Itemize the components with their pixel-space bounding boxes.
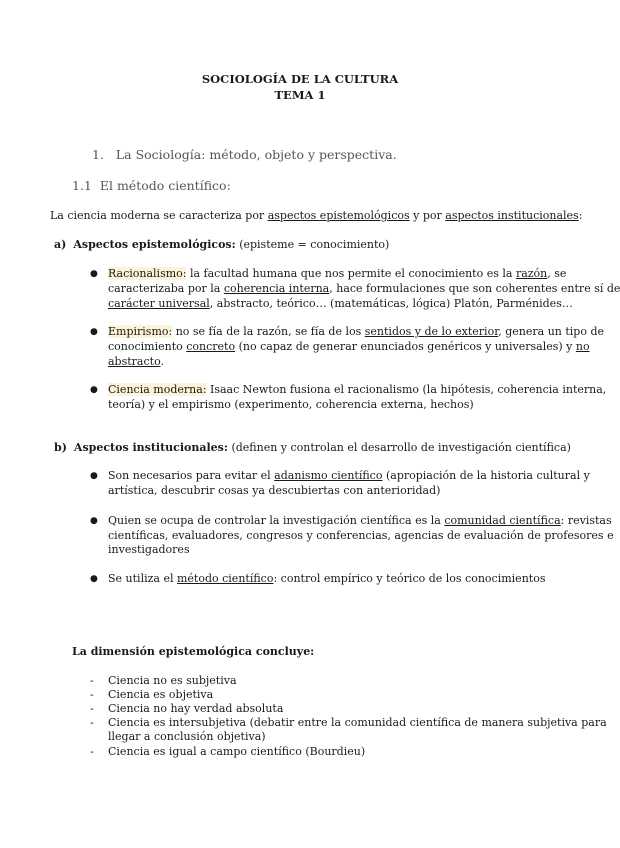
bullet-a3-line2: teoría) y el empirismo (experimento, coherencia externa, hechos) — [108, 398, 474, 411]
section-text: El método científico: — [99, 178, 231, 193]
underlined-term: método científico — [176, 572, 274, 585]
text-run: , abstracto, teórico… (matemáticas, lógica) Platón, Parménides… — [209, 297, 573, 310]
bullet-a1-line3 — [108, 297, 573, 310]
highlighted-term: Empirismo: — [108, 325, 173, 338]
bullet-b2-line3: investigadores — [108, 543, 190, 556]
bullet-icon: ● — [90, 327, 98, 337]
list-item-continuation: llegar a conclusión objetiva) — [108, 730, 266, 743]
part-note: (definen y controlan el desarrollo de investigación científica) — [227, 441, 571, 454]
bullet-b3-line1 — [108, 572, 545, 585]
dash-marker: - — [90, 674, 94, 687]
text-run: : — [578, 209, 583, 222]
text-run: , se — [547, 267, 567, 280]
part-title: Aspectos institucionales: — [73, 441, 228, 454]
text-run: Son necesarios para evitar el — [108, 469, 275, 482]
bullet-a1-line1 — [108, 267, 566, 280]
underlined-term: aspectos institucionales — [445, 209, 579, 222]
document-title: SOCIOLOGÍA DE LA CULTURA — [201, 72, 399, 86]
text-run: : control empírico y teórico de los conocimientos — [273, 572, 546, 585]
bullet-a2-line3 — [108, 355, 164, 368]
underlined-term: abstracto — [108, 355, 161, 368]
underlined-term: carácter universal — [108, 297, 210, 310]
underlined-term: concreto — [186, 340, 236, 353]
highlighted-term: Racionalismo: — [108, 267, 187, 280]
underlined-term: adanismo científico — [274, 469, 383, 482]
dash-marker: - — [90, 688, 94, 701]
list-item: Ciencia es objetiva — [108, 688, 214, 701]
underlined-term: razón — [515, 267, 548, 280]
bullet-a1-line2 — [108, 282, 620, 295]
section-heading-1 — [92, 148, 397, 161]
text-run: Se utiliza el — [108, 572, 177, 585]
underlined-term: comunidad científica — [444, 514, 561, 527]
section-text: La Sociología: método, objeto y perspectiva. — [115, 147, 397, 162]
list-item: Ciencia es intersubjetiva (debatir entre la comunidad científica de manera subjetiva para — [108, 716, 607, 729]
text-run: : revistas — [560, 514, 612, 527]
dash-marker: - — [90, 716, 94, 729]
text-run: . — [160, 355, 164, 368]
part-note: (episteme = conocimiento) — [235, 238, 390, 251]
conclusion-title: La dimensión epistemológica concluye: — [72, 645, 315, 658]
underlined-term: aspectos epistemológicos — [267, 209, 410, 222]
list-item: Ciencia no es subjetiva — [108, 674, 237, 687]
text-run: Isaac Newton fusiona el racionalismo (la hipótesis, coherencia interna, — [206, 383, 607, 396]
highlighted-term: Ciencia moderna: — [108, 383, 207, 396]
bullet-b1-line2: artística, descubrir cosas ya descubiertas con anterioridad) — [108, 484, 441, 497]
intro-paragraph — [50, 209, 582, 222]
list-item: Ciencia no hay verdad absoluta — [108, 702, 284, 715]
list-item: Ciencia es igual a campo científico (Bourdieu) — [108, 745, 366, 758]
text-run: conocimiento — [108, 340, 187, 353]
part-title: Aspectos epistemológicos: — [73, 238, 236, 251]
text-run: y por — [409, 209, 446, 222]
bullet-icon: ● — [90, 385, 98, 395]
bullet-icon: ● — [90, 269, 98, 279]
text-run: Quien se ocupa de controlar la investigación científica es la — [108, 514, 445, 527]
text-run: no se fía de la razón, se fía de los — [172, 325, 365, 338]
text-run: (apropiación de la historia cultural y — [382, 469, 590, 482]
bullet-icon: ● — [90, 516, 98, 526]
part-label: b) — [54, 441, 67, 454]
text-run: caracterizaba por la — [108, 282, 224, 295]
text-run: , genera un tipo de — [498, 325, 605, 338]
bullet-icon: ● — [90, 471, 98, 481]
underlined-term: sentidos y de lo exterior — [364, 325, 499, 338]
section-number: 1.1 — [72, 178, 92, 193]
bullet-b2-line2: científicas, evaluadores, congresos y conferencias, agencias de evaluación de profesores e — [108, 529, 614, 542]
text-run: La ciencia moderna se caracteriza por — [50, 209, 268, 222]
dash-marker: - — [90, 745, 94, 758]
text-run: la facultad humana que nos permite el conocimiento es la — [186, 267, 516, 280]
bullet-a2-line2 — [108, 340, 590, 353]
dash-marker: - — [90, 702, 94, 715]
section-number: 1. — [92, 147, 104, 162]
part-label: a) — [54, 238, 67, 251]
bullet-a3-line1 — [108, 383, 606, 396]
bullet-icon: ● — [90, 574, 98, 584]
bullet-b1-line1 — [108, 469, 590, 482]
text-run: , hace formulaciones que son coherentes entre sí de — [329, 282, 620, 295]
bullet-b2-line1 — [108, 514, 612, 527]
bullet-a2-line1 — [108, 325, 604, 338]
section-heading-1-1 — [72, 179, 231, 192]
underlined-term: coherencia interna — [223, 282, 330, 295]
part-b-heading — [54, 441, 571, 454]
text-run: (no capaz de generar enunciados genéricos y universales) y — [235, 340, 576, 353]
part-a-heading — [54, 238, 389, 251]
underlined-term: no — [575, 340, 590, 353]
document-subtitle: TEMA 1 — [274, 88, 326, 102]
